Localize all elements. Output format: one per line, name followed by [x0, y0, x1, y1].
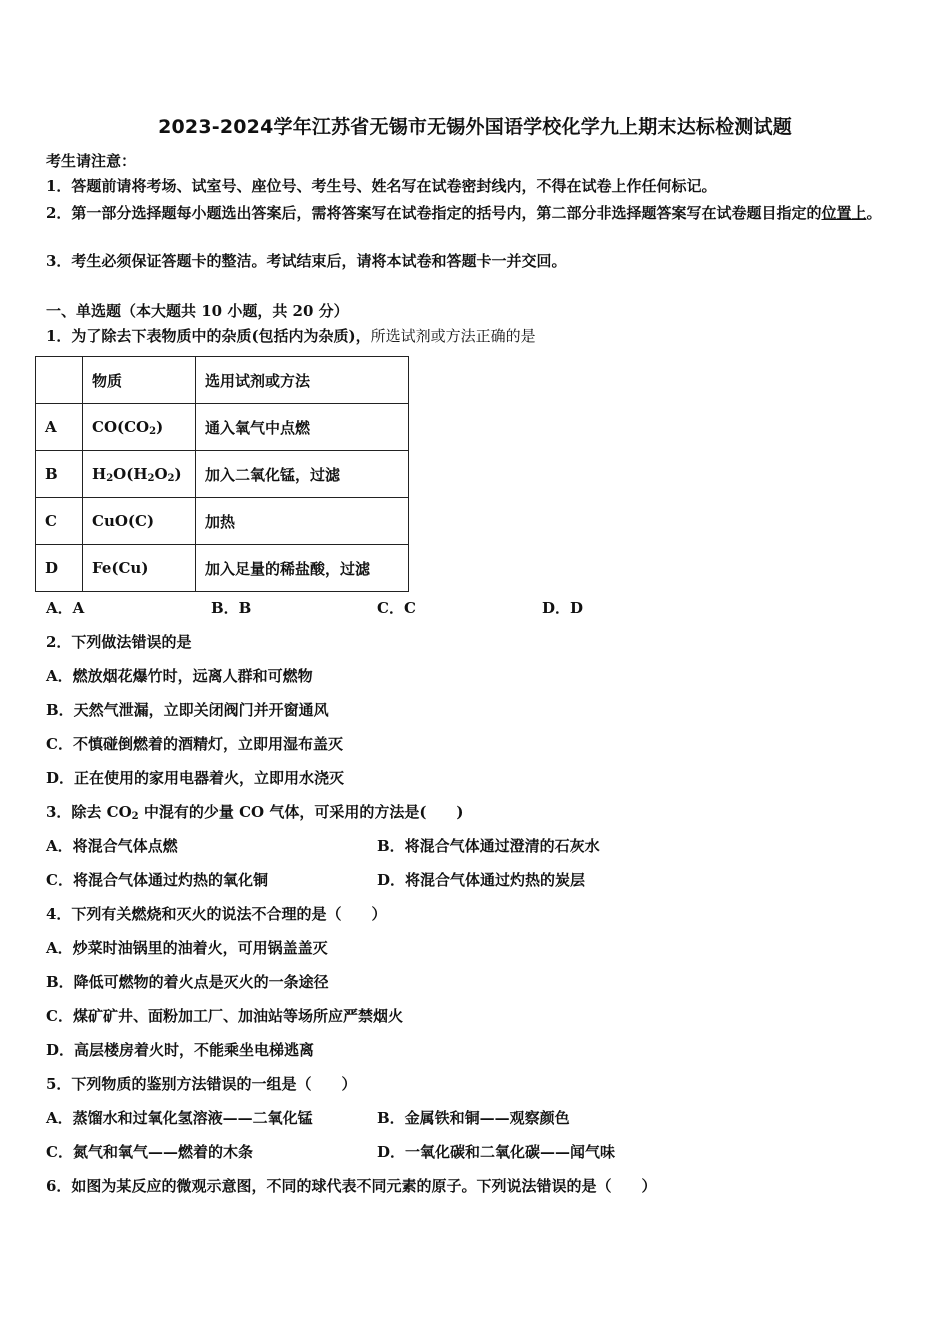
formula-part: O: [154, 464, 168, 483]
q1-option-a: A．A: [46, 599, 85, 617]
q2-option-c: C．不慎碰倒燃着的酒精灯，立即用湿布盖灭: [46, 735, 343, 753]
q3-option-d: D．将混合气体通过灼热的炭层: [377, 871, 586, 889]
q5-stem: 5．下列物质的鉴别方法错误的一组是（ ）: [46, 1075, 357, 1093]
notice-item-2-text: 2．第一部分选择题每小题选出答案后，需将答案写在试卷指定的括号内，第二部分非选择题答案写在试卷题目指定的: [46, 204, 822, 222]
row-method: 加热: [196, 498, 409, 545]
page-title: 2023-2024学年江苏省无锡市无锡外国语学校化学九上期末达标检测试题: [158, 116, 792, 138]
q4-option-d: D．高层楼房着火时，不能乘坐电梯逃离: [46, 1041, 315, 1059]
formula-part: ): [156, 417, 164, 436]
notice-item-2-end: 。: [866, 204, 882, 222]
q1-option-c: C．C: [377, 599, 416, 617]
notice-item-1: 1．答题前请将考场、试室号、座位号、考生号、姓名写在试卷密封线内，不得在试卷上作任何标记。: [46, 177, 717, 195]
q2-option-b: B．天然气泄漏，立即关闭阀门并开窗通风: [46, 701, 329, 719]
q5-option-c: C．氮气和氧气——燃着的木条: [46, 1143, 253, 1161]
notice-item-2-underlined: 位置上: [821, 204, 867, 222]
row-key: A: [36, 404, 83, 451]
row-key: B: [36, 451, 83, 498]
table-header-row: [36, 357, 409, 404]
row-substance: [83, 404, 196, 451]
formula-subscript: 2: [147, 472, 155, 484]
row-method: 加入二氧化锰，过滤: [196, 451, 409, 498]
row-substance: CuO(C): [83, 498, 196, 545]
table-header-cell: [36, 357, 83, 404]
formula-subscript: 2: [149, 425, 157, 437]
q3-option-c: C．将混合气体通过灼热的氧化铜: [46, 871, 268, 889]
formula-subscript: 2: [106, 472, 114, 484]
q1-table: [35, 356, 409, 592]
formula-part: H: [92, 464, 107, 483]
formula-part: O(H: [113, 464, 148, 483]
notice-item-2: [46, 201, 896, 226]
q4-option-a: A．炒菜时油锅里的油着火，可用锅盖盖灭: [46, 939, 328, 957]
q3-stem: [46, 802, 464, 827]
row-key: D: [36, 545, 83, 592]
notice-heading: 考生请注意：: [46, 152, 137, 170]
table-row: [36, 545, 409, 592]
q5-option-a: A．蒸馏水和过氧化氢溶液——二氧化锰: [46, 1109, 313, 1127]
q2-option-a: A．燃放烟花爆竹时，远离人群和可燃物: [46, 667, 313, 685]
row-method: 加入足量的稀盐酸，过滤: [196, 545, 409, 592]
table-row: [36, 498, 409, 545]
q1-option-b: B．B: [211, 599, 252, 617]
q3-option-b: B．将混合气体通过澄清的石灰水: [377, 837, 600, 855]
notice-item-3: 3．考生必须保证答题卡的整洁。考试结束后，请将本试卷和答题卡一并交回。: [46, 252, 567, 270]
table-row: [36, 451, 409, 498]
q1-stem-bold: 1．为了除去下表物质中的杂质(包括内为杂质)，: [46, 327, 371, 345]
q1-option-d: D．D: [542, 599, 584, 617]
q2-option-d: D．正在使用的家用电器着火，立即用水浇灭: [46, 769, 345, 787]
formula-subscript: 2: [167, 472, 175, 484]
q5-option-d: D．一氧化碳和二氧化碳——闻气味: [377, 1143, 616, 1161]
section-heading: 一、单选题（本大题共 10 小题，共 20 分）: [46, 302, 349, 320]
row-substance: [83, 451, 196, 498]
row-key: C: [36, 498, 83, 545]
q5-option-b: B．金属铁和铜——观察颜色: [377, 1109, 570, 1127]
q4-stem: 4．下列有关燃烧和灭火的说法不合理的是（ ）: [46, 905, 387, 923]
table-header-cell: 选用试剂或方法: [196, 357, 409, 404]
formula-part: ): [174, 464, 182, 483]
row-substance: Fe(Cu): [83, 545, 196, 592]
q1-stem: [46, 326, 536, 346]
formula-subscript: 2: [131, 811, 139, 822]
q3-stem-part: 3．除去 CO: [46, 803, 132, 821]
q4-option-b: B．降低可燃物的着火点是灭火的一条途径: [46, 973, 329, 991]
q3-stem-part: 中混有的少量 CO 气体，可采用的方法是( ): [138, 803, 464, 821]
q1-stem-rest: 所选试剂或方法正确的是: [370, 327, 536, 345]
q2-stem: 2．下列做法错误的是: [46, 633, 192, 651]
table-row: [36, 404, 409, 451]
q4-option-c: C．煤矿矿井、面粉加工厂、加油站等场所应严禁烟火: [46, 1007, 403, 1025]
formula-part: CO(CO: [92, 417, 150, 436]
row-method: 通入氧气中点燃: [196, 404, 409, 451]
q3-option-a: A．将混合气体点燃: [46, 837, 178, 855]
q6-stem: 6．如图为某反应的微观示意图，不同的球代表不同元素的原子。下列说法错误的是（ ）: [46, 1177, 657, 1195]
table-header-cell: 物质: [83, 357, 196, 404]
